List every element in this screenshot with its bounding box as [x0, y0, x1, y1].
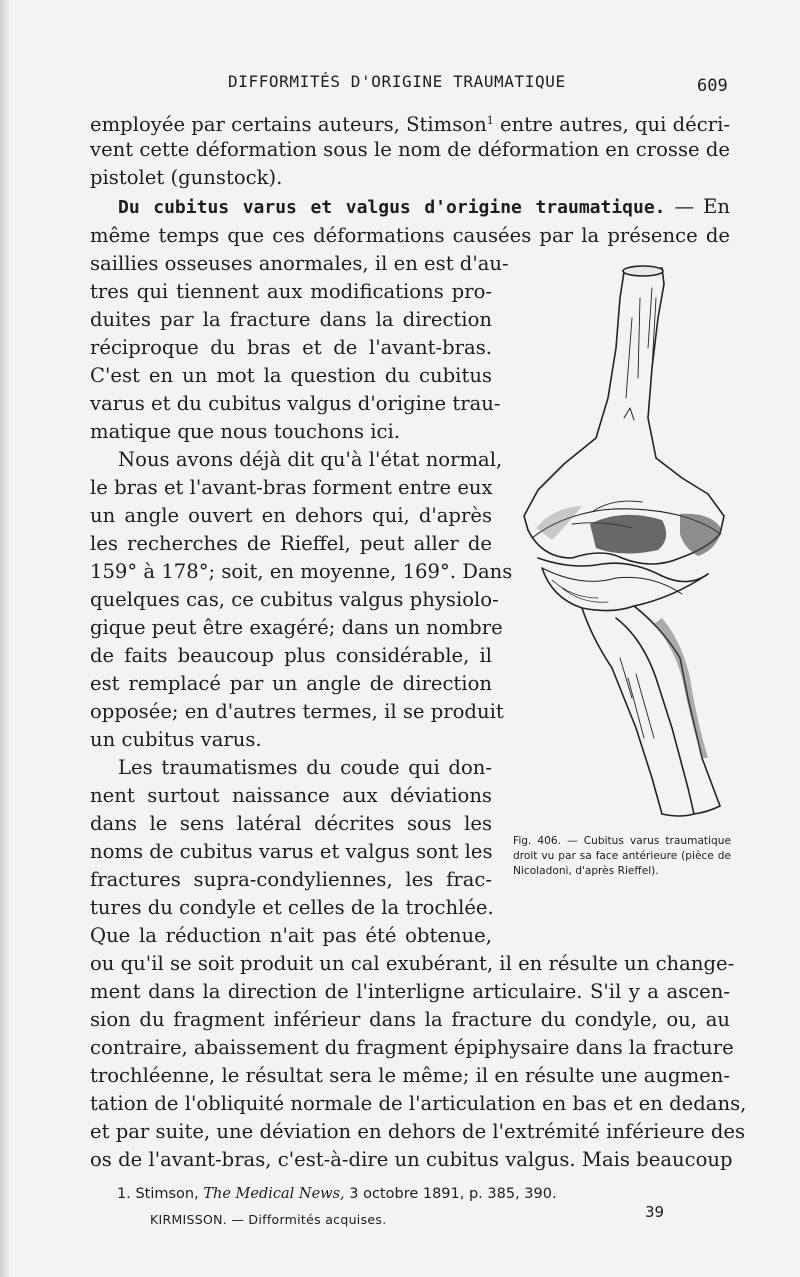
body-line: tures du condyle et celles de la trochlée. — [90, 896, 494, 919]
body-line: gique peut être exagéré; dans un nombre — [90, 616, 503, 639]
figure-caption: Fig. 406. — Cubitus varus traumatique droit vu par sa face antérieure (pièce de Nicoladoni, d'après Rieffel). — [513, 835, 731, 877]
running-title: DIFFORMITÉS D'ORIGINE TRAUMATIQUE — [228, 72, 566, 91]
section-heading: Du cubitus varus et valgus d'origine traumatique. — [118, 197, 666, 218]
body-line: quelques cas, ce cubitus valgus physiolo- — [90, 588, 499, 611]
body-line: dans le sens latéral décrites sous les — [90, 812, 492, 835]
page-edge — [0, 0, 9, 1277]
body-line: pistolet (gunstock). — [90, 166, 283, 189]
body-line: réciproque du bras et de l'avant-bras. — [90, 336, 492, 359]
body-line: sion du fragment inférieur dans la fracture du condyle, ou, au — [90, 1008, 730, 1031]
body-line: employée par certains auteurs, Stimson$^1$ entre autres, qui décri- — [90, 113, 730, 136]
body-line: duites par la fracture dans la direction — [90, 308, 492, 331]
body-line: même temps que ces déformations causées par la présence de — [90, 224, 730, 247]
body-line: Nous avons déjà dit qu'à l'état normal, — [118, 448, 503, 471]
body-line: matique que nous touchons ici. — [90, 420, 401, 443]
body-line: vent cette déformation sous le nom de déformation en crosse de — [90, 138, 730, 161]
body-line: trochléenne, le résultat sera le même; il en résulte une augmen- — [90, 1064, 730, 1087]
body-line: nent surtout naissance aux déviations — [90, 784, 492, 807]
sheet-number: 39 — [645, 1203, 665, 1221]
body-line: noms de cubitus varus et valgus sont les — [90, 840, 493, 863]
body-line: ment dans la direction de l'interligne articulaire. S'il y a ascen- — [90, 980, 730, 1003]
footnote: 1. Stimson, The Medical News, 3 octobre 1891, p. 385, 390. — [117, 1186, 557, 1202]
body-line: de faits beaucoup plus considérable, il — [90, 644, 492, 667]
body-line: saillies osseuses anormales, il en est d'au- — [90, 252, 509, 275]
body-line: fractures supra-condyliennes, les frac- — [90, 868, 492, 891]
body-line: contraire, abaissement du fragment épiphysaire dans la fracture — [90, 1036, 734, 1059]
body-line: un cubitus varus. — [90, 728, 262, 751]
body-line: tres qui tiennent aux modifications pro- — [90, 280, 492, 303]
body-line: tation de l'obliquité normale de l'articulation en bas et en dedans, — [90, 1092, 747, 1115]
body-line: opposée; en d'autres termes, il se produit — [90, 700, 504, 723]
signature-line: KIRMISSON. — Difformités acquises. — [150, 1212, 387, 1227]
body-line: Que la réduction n'ait pas été obtenue, — [90, 924, 492, 947]
body-line: et par suite, une déviation en dehors de l'extrémité inférieure des — [90, 1120, 746, 1143]
body-line: un angle ouvert en dehors qui, d'après — [90, 504, 492, 527]
body-line: Du cubitus varus et valgus d'origine traumatique. — En — [118, 195, 730, 218]
body-line: C'est en un mot la question du cubitus — [90, 364, 492, 387]
body-line: ou qu'il se soit produit un cal exubérant, il en résulte un change- — [90, 952, 735, 975]
body-line: le bras et l'avant-bras forment entre eux — [90, 476, 493, 499]
body-line: les recherches de Rieffel, peut aller de — [90, 532, 492, 555]
body-line: os de l'avant-bras, c'est-à-dire un cubitus valgus. Mais beaucoup — [90, 1148, 733, 1171]
page-number: 609 — [697, 76, 728, 96]
body-line: Les traumatismes du coude qui don- — [118, 756, 492, 779]
body-line: est remplacé par un angle de direction — [90, 672, 492, 695]
body-line: 159° à 178°; soit, en moyenne, 169°. Dans — [90, 560, 513, 583]
elbow-bone-illustration — [512, 258, 732, 828]
body-line: varus et du cubitus valgus d'origine trau- — [90, 392, 501, 415]
